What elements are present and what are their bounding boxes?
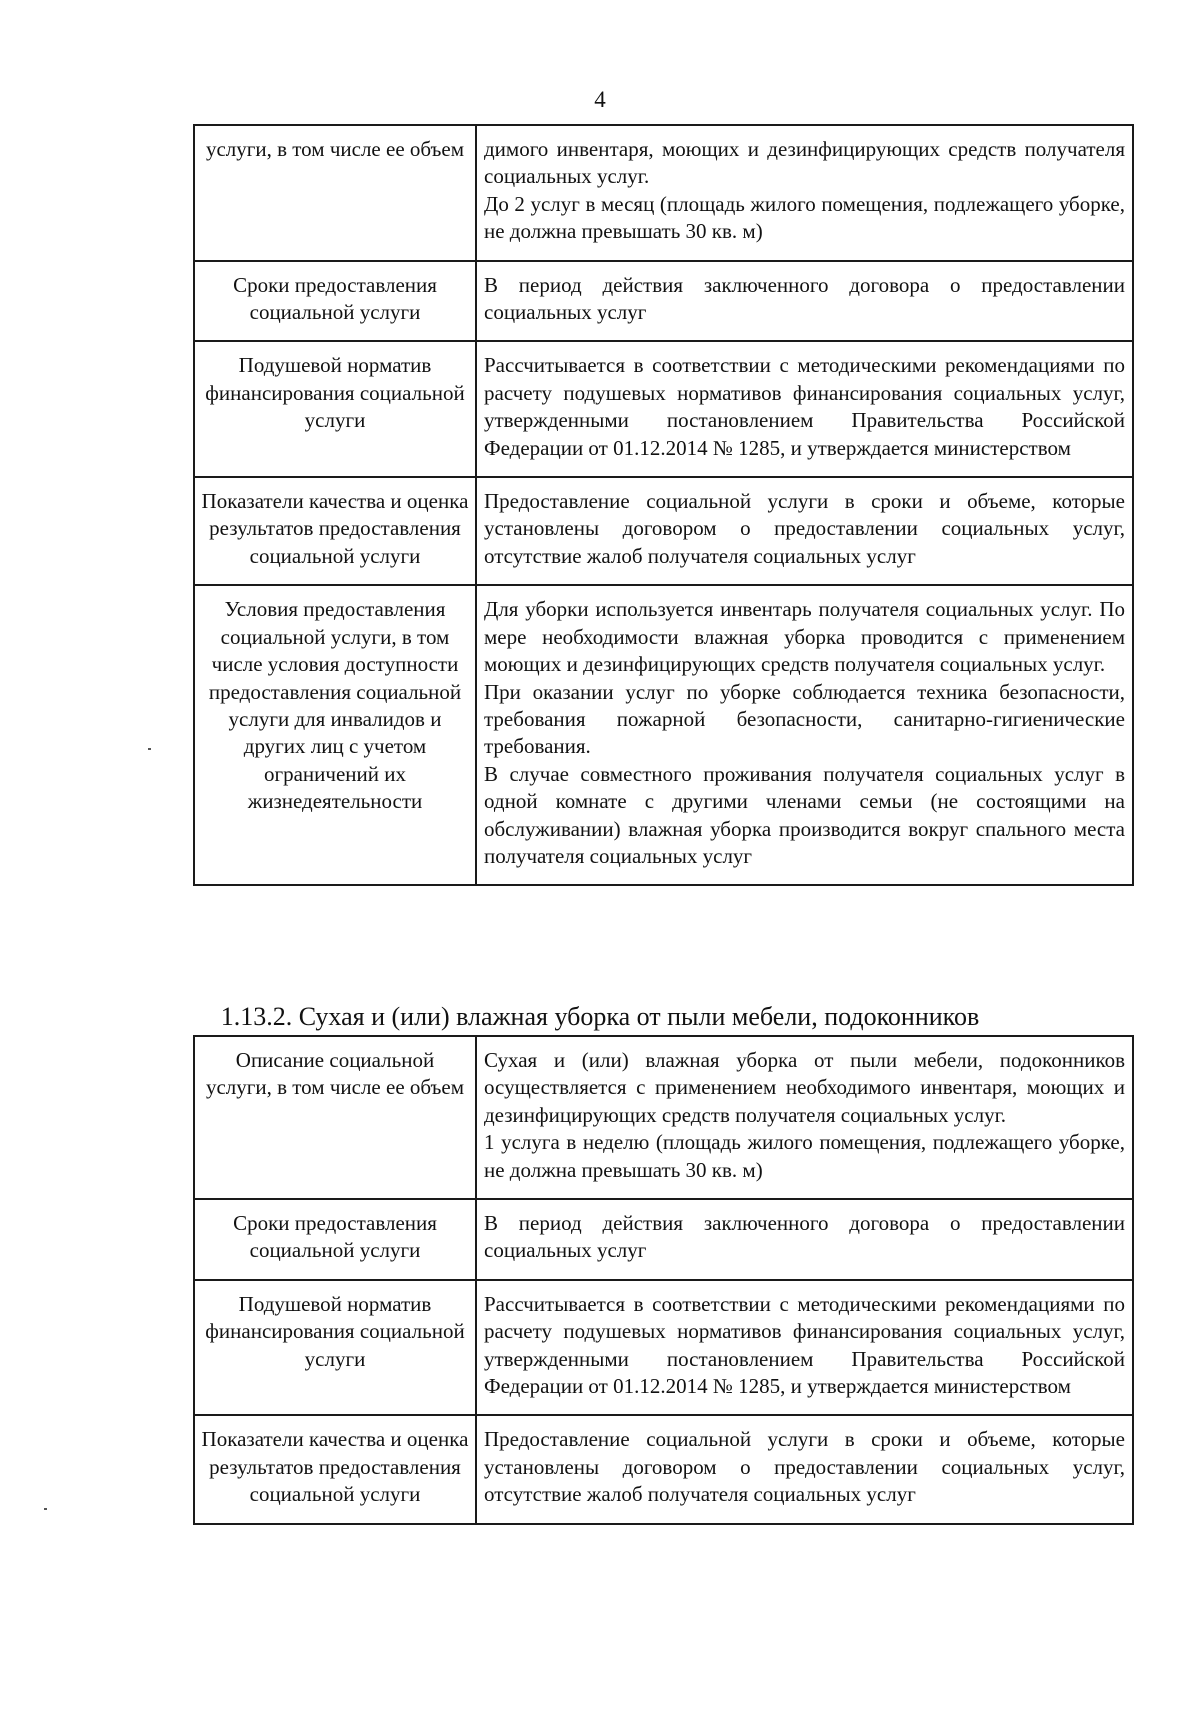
row-label: услуги, в том числе ее объем xyxy=(194,125,476,261)
row-value-line: Сухая и (или) влажная уборка от пыли мебели, подоконников осуществляется с применением необходимого инвентаря, моющих и дезинфицирующих средств получателя социальных услуг. xyxy=(484,1048,1125,1127)
service-table-continued xyxy=(193,124,1134,886)
row-value-line: Для уборки используется инвентарь получателя социальных услуг. По мере необходимости влажная уборка проводится с применением моющих и дезинфицирующих средств получателя социальных услуг. xyxy=(484,597,1125,677)
table-row xyxy=(194,477,1133,585)
row-value xyxy=(476,477,1133,585)
page-number: 4 xyxy=(594,87,606,112)
row-value xyxy=(476,1415,1133,1523)
row-label: Подушевой норматив финансирования социальной услуги xyxy=(194,341,476,477)
row-value xyxy=(476,1036,1133,1199)
row-value-line: До 2 услуг в месяц (площадь жилого помещения, подлежащего уборке, не должна превышать 30 кв. м) xyxy=(484,191,1125,244)
row-value xyxy=(476,341,1133,477)
row-label: Сроки предоставления социальной услуги xyxy=(194,261,476,342)
row-value-line: Предоставление социальной услуги в сроки и объеме, которые установлены договором о предоставлении социальных услуг, отсутствие жалоб получателя социальных услуг xyxy=(484,489,1125,568)
row-label: Условия предоставления социальной услуги, в том числе условия доступности предоставления социальной услуги для инвалидов и других лиц с учетом ограничений их жизнедеятельности xyxy=(194,585,476,885)
row-label: Сроки предоставления социальной услуги xyxy=(194,1199,476,1280)
table-row xyxy=(194,341,1133,477)
row-value xyxy=(476,261,1133,342)
table-row xyxy=(194,261,1133,342)
row-value-line: Предоставление социальной услуги в сроки и объеме, которые установлены договором о предоставлении социальных услуг, отсутствие жалоб получателя социальных услуг xyxy=(484,1427,1125,1507)
service-table xyxy=(193,1035,1134,1525)
table-row xyxy=(194,125,1133,261)
row-value-line: димого инвентаря, моющих и дезинфицирующих средств получателя социальных услуг. xyxy=(484,137,1125,189)
scan-speck xyxy=(148,748,151,750)
row-value-line: При оказании услуг по уборке соблюдается техника безопасности, требования пожарной безопасности, санитарно-гигиенические требования. xyxy=(484,679,1125,759)
row-value-line: Рассчитывается в соответствии с методическими рекомендациями по расчету подушевых нормативов финансирования социальных услуг, утвержденными постановлением Правительства Российской Федерации от 01.12.2014 № 1285, и утверждается министерством xyxy=(484,1291,1125,1399)
table-row xyxy=(194,1280,1133,1416)
row-label: Подушевой норматив финансирования социальной услуги xyxy=(194,1280,476,1416)
scan-speck xyxy=(44,1508,47,1510)
table-row xyxy=(194,1415,1133,1523)
table-row xyxy=(194,585,1133,885)
section-heading: 1.13.2. Сухая и (или) влажная уборка от пыли мебели, подоконников xyxy=(220,1002,980,1031)
row-label: Показатели качества и оценка результатов предоставления социальной услуги xyxy=(194,1415,476,1523)
row-value-line: Рассчитывается в соответствии с методическими рекомендациями по расчету подушевых нормативов финансирования социальных услуг, утвержденными постановлением Правительства Российской Федерации от 01.12.2014 № 1285, и утверждается министерством xyxy=(484,353,1125,460)
table-row xyxy=(194,1036,1133,1199)
row-label: Показатели качества и оценка результатов предоставления социальной услуги xyxy=(194,477,476,585)
row-value xyxy=(476,585,1133,885)
row-value xyxy=(476,1199,1133,1280)
row-value-line: В период действия заключенного договора о предоставлении социальных услуг xyxy=(484,1211,1125,1263)
table-row xyxy=(194,1199,1133,1280)
row-label: Описание социальной услуги, в том числе ее объем xyxy=(194,1036,476,1199)
row-value xyxy=(476,1280,1133,1416)
row-value-line: В случае совместного проживания получателя социальных услуг в одной комнате с другими членами семьи (не состоящими на обслуживании) влажная уборка производится вокруг спального места получателя социальных услуг xyxy=(484,761,1125,868)
row-value-line: 1 услуга в неделю (площадь жилого помещения, подлежащего уборке, не должна превышать 30 кв. м) xyxy=(484,1130,1125,1182)
row-value xyxy=(476,125,1133,261)
row-value-line: В период действия заключенного договора о предоставлении социальных услуг xyxy=(484,272,1125,325)
